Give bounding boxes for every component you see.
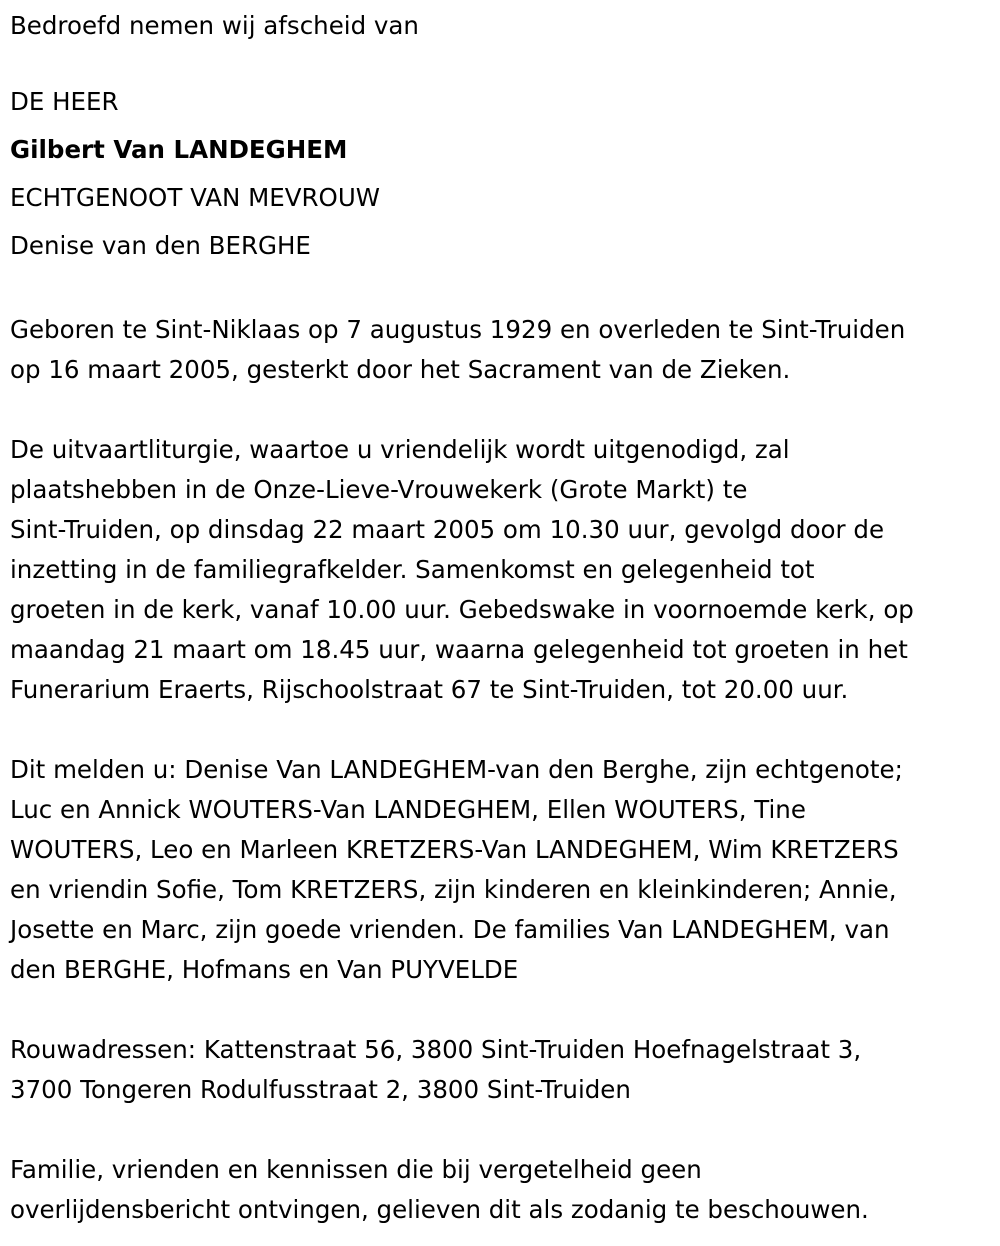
paragraph-line: Luc en Annick WOUTERS-Van LANDEGHEM, Ellen WOUTERS, Tine: [10, 795, 806, 824]
paragraph-line: en vriendin Sofie, Tom KRETZERS, zijn kinderen en kleinkinderen; Annie,: [10, 875, 897, 904]
paragraph-line: Sint-Truiden, op dinsdag 22 maart 2005 om 10.30 uur, gevolgd door de: [10, 515, 885, 544]
spouse-name: Denise van den BERGHE: [10, 231, 311, 260]
spacer: [10, 270, 990, 310]
paragraph-line: op 16 maart 2005, gesterkt door het Sacrament van de Zieken.: [10, 355, 791, 384]
paragraph-line: plaatshebben in de Onze-Lieve-Vrouwekerk (Grote Markt) te: [10, 475, 748, 504]
spacer: [10, 990, 990, 1030]
deceased-title: DE HEER: [10, 87, 119, 116]
paragraph-line: Josette en Marc, zijn goede vrienden. De families Van LANDEGHEM, van: [10, 915, 890, 944]
paragraph-line: Dit melden u: Denise Van LANDEGHEM-van den Berghe, zijn echtgenote;: [10, 755, 903, 784]
paragraph-line: den BERGHE, Hofmans en Van PUYVELDE: [10, 955, 519, 984]
paragraph-line: 3700 Tongeren Rodulfusstraat 2, 3800 Sint-Truiden: [10, 1075, 631, 1104]
deceased-name: Gilbert Van LANDEGHEM: [10, 135, 348, 164]
paragraph-line: overlijdensbericht ontvingen, gelieven dit als zodanig te beschouwen.: [10, 1195, 869, 1224]
paragraph-line: inzetting in de familiegrafkelder. Samenkomst en gelegenheid tot: [10, 555, 815, 584]
birth-death-paragraph: [10, 310, 990, 390]
paragraph-line: Familie, vrienden en kennissen die bij vergetelheid geen: [10, 1155, 702, 1184]
paragraph-line: maandag 21 maart om 18.45 uur, waarna gelegenheid tot groeten in het: [10, 635, 908, 664]
paragraph-line: Rouwadressen: Kattenstraat 56, 3800 Sint-Truiden Hoefnagelstraat 3,: [10, 1035, 862, 1064]
announcers-paragraph: [10, 750, 990, 990]
spacer: [10, 46, 990, 78]
deceased-relation: ECHTGENOOT VAN MEVROUW: [10, 183, 381, 212]
closing-paragraph: [10, 1150, 990, 1230]
spacer: [10, 1110, 990, 1150]
intro-text: Bedroefd nemen wij afscheid van: [10, 11, 419, 40]
deceased-block: [10, 78, 990, 270]
paragraph-line: WOUTERS, Leo en Marleen KRETZERS-Van LANDEGHEM, Wim KRETZERS: [10, 835, 899, 864]
addresses-paragraph: [10, 1030, 990, 1110]
spacer: [10, 710, 990, 750]
funeral-paragraph: [10, 430, 990, 710]
paragraph-line: groeten in de kerk, vanaf 10.00 uur. Gebedswake in voornoemde kerk, op: [10, 595, 914, 624]
paragraph-line: De uitvaartliturgie, waartoe u vriendelijk wordt uitgenodigd, zal: [10, 435, 790, 464]
spacer: [10, 390, 990, 430]
paragraph-line: Funerarium Eraerts, Rijschoolstraat 67 te Sint-Truiden, tot 20.00 uur.: [10, 675, 849, 704]
paragraph-line: Geboren te Sint-Niklaas op 7 augustus 1929 en overleden te Sint-Truiden: [10, 315, 906, 344]
